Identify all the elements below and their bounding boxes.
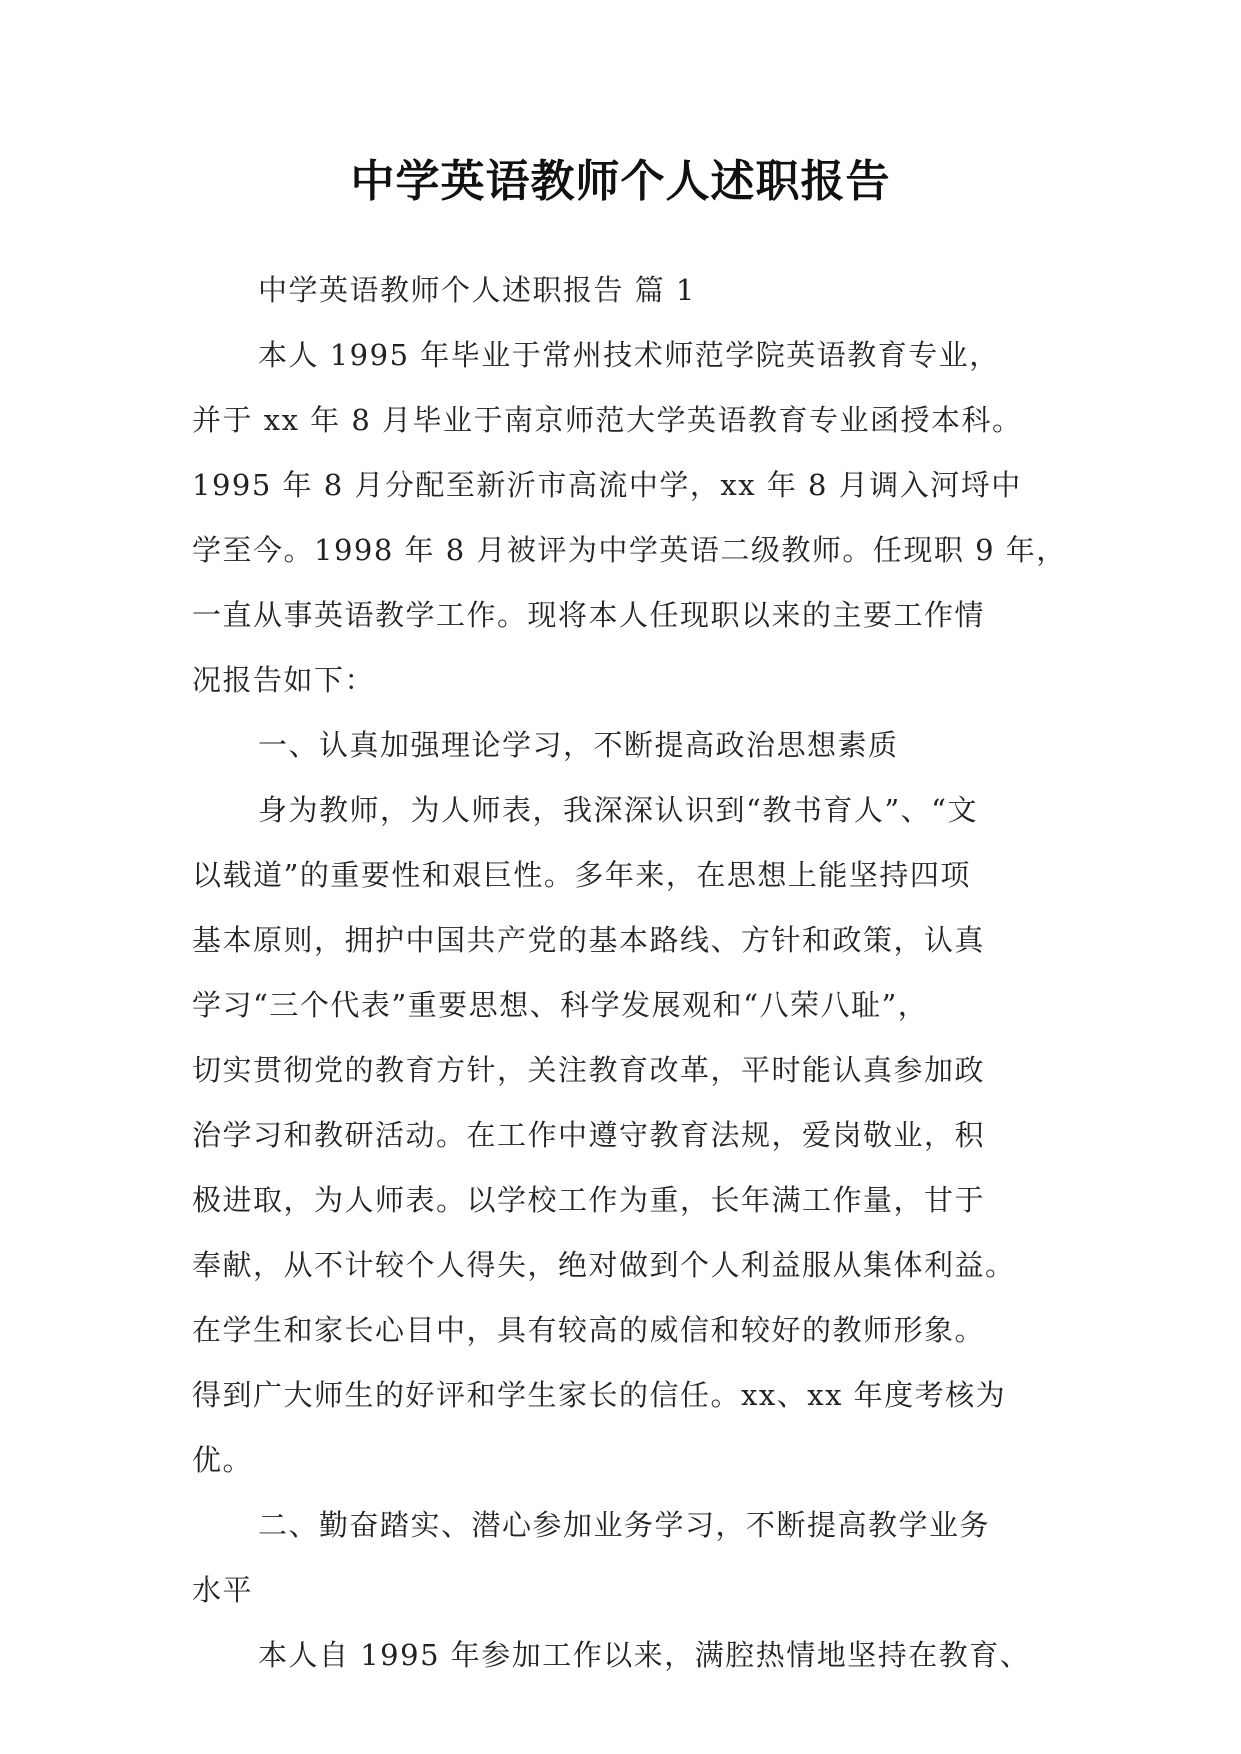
section-heading-continued: 水平 (192, 1573, 254, 1607)
document-body (192, 258, 1072, 1688)
paragraph-line: 以载道”的重要性和艰巨性。多年来，在思想上能坚持四项 (192, 858, 971, 892)
paragraph-line: 本人自 1995 年参加工作以来，满腔热情地坚持在教育、 (258, 1638, 1031, 1672)
paragraph-line: 在学生和家长心目中，具有较高的威信和较好的教师形象。 (192, 1313, 986, 1347)
paragraph-line: 一直从事英语教学工作。现将本人任现职以来的主要工作情 (192, 598, 986, 632)
paragraph-line: 学至今。1998 年 8 月被评为中学英语二级教师。任现职 9 年， (192, 533, 1067, 567)
document-title: 中学英语教师个人述职报告 (350, 156, 891, 207)
section-heading: 中学英语教师个人述职报告 篇 1 (258, 273, 696, 307)
section-heading: 二、勤奋踏实、潜心参加业务学习，不断提高教学业务 (258, 1508, 991, 1542)
paragraph-line: 极进取，为人师表。以学校工作为重，长年满工作量，甘于 (192, 1183, 986, 1217)
paragraph-line: 况报告如下： (192, 663, 376, 697)
paragraph-line: 切实贯彻党的教育方针，关注教育改革，平时能认真参加政 (192, 1053, 986, 1087)
paragraph-line: 治学习和教研活动。在工作中遵守教育法规，爱岗敬业，积 (192, 1118, 986, 1152)
paragraph-line: 奉献，从不计较个人得失，绝对做到个人利益服从集体利益。 (192, 1248, 1016, 1282)
paragraph-line: 并于 xx 年 8 月毕业于南京师范大学英语教育专业函授本科。 (192, 403, 1023, 437)
paragraph-line: 得到广大师生的好评和学生家长的信任。xx、xx 年度考核为 (192, 1378, 1007, 1412)
paragraph-line: 本人 1995 年毕业于常州技术师范学院英语教育专业， (258, 338, 1000, 372)
paragraph-line: 基本原则，拥护中国共产党的基本路线、方针和政策，认真 (192, 923, 986, 957)
paragraph-line: 1995 年 8 月分配至新沂市高流中学，xx 年 8 月调入河埒中 (192, 468, 1022, 502)
paragraph-line: 优。 (192, 1443, 254, 1477)
paragraph-line: 学习“三个代表”重要思想、科学发展观和“八荣八耻”， (192, 988, 929, 1022)
paragraph-line: 身为教师，为人师表，我深深认识到“教书育人”、“文 (258, 793, 978, 827)
section-heading: 一、认真加强理论学习，不断提高政治思想素质 (258, 728, 899, 762)
